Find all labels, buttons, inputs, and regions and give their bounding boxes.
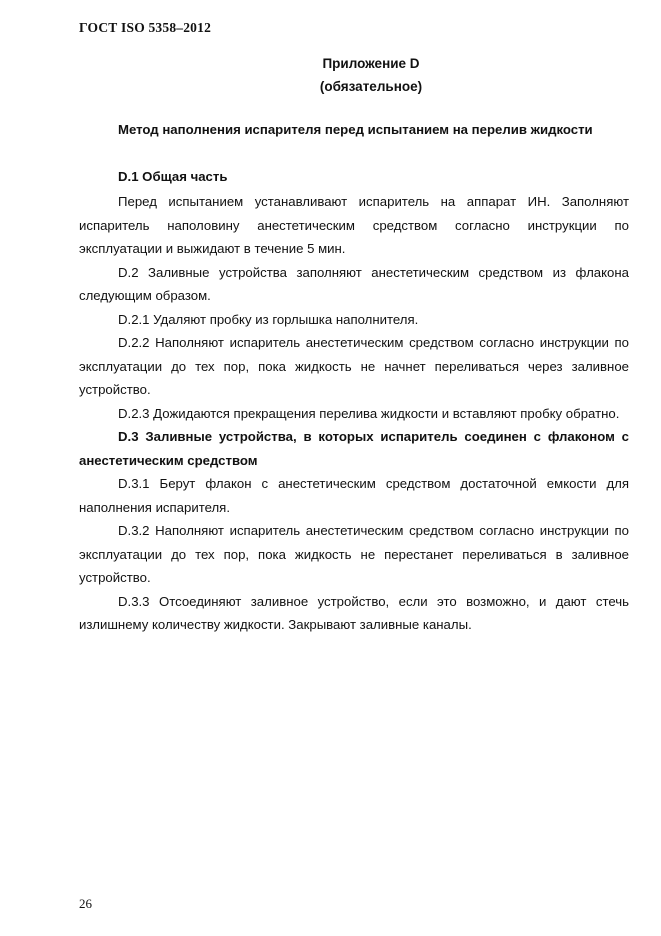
appendix-status: (обязательное) <box>319 79 423 94</box>
body-text <box>79 190 629 637</box>
paragraph-d3-2: D.3.2 Наполняют испаритель анестетическим средством согласно инструкции по эксплуатации до тех пор, пока жидкость не перестанет переливаться в заливное устройство. <box>79 523 629 585</box>
paragraph-d2-1: D.2.1 Удаляют пробку из горлышка наполнителя. <box>118 311 419 327</box>
section-d1-title: D.1 Общая часть <box>118 169 228 184</box>
paragraph-d3-3: D.3.3 Отсоединяют заливное устройство, если это возможно, и дают стечь излишнему количеству жидкости. Закрывают заливные каналы. <box>79 593 629 632</box>
paragraph-d1: Перед испытанием устанавливают испаритель на аппарат ИН. Заполняют испаритель наполовину анестетическим средством согласно инструкции по эксплуатации и выжидают в течение 5 мин. <box>79 194 629 256</box>
paragraph-d3-1: D.3.1 Берут флакон с анестетическим средством достаточной емкости для наполнения испарителя. <box>79 476 629 515</box>
standard-header: ГОСТ ISO 5358–2012 <box>79 20 212 35</box>
paragraph-d2-3: D.2.3 Дожидаются прекращения перелива жидкости и вставляют пробку обратно. <box>118 405 620 421</box>
paragraph-d2-2: D.2.2 Наполняют испаритель анестетическим средством согласно инструкции по эксплуатации до тех пор, пока жидкость не начнет переливаться через заливное устройство. <box>79 335 629 397</box>
section-d3-title: D.3 Заливные устройства, в которых испаритель соединен с флаконом с анестетическим средством <box>79 429 629 468</box>
paragraph-d2: D.2 Заливные устройства заполняют анестетическим средством из флакона следующим образом. <box>79 264 629 303</box>
method-title: Метод наполнения испарителя перед испытанием на перелив жидкости <box>118 122 593 137</box>
page-number: 26 <box>79 896 92 911</box>
appendix-title: Приложение D <box>322 56 420 71</box>
